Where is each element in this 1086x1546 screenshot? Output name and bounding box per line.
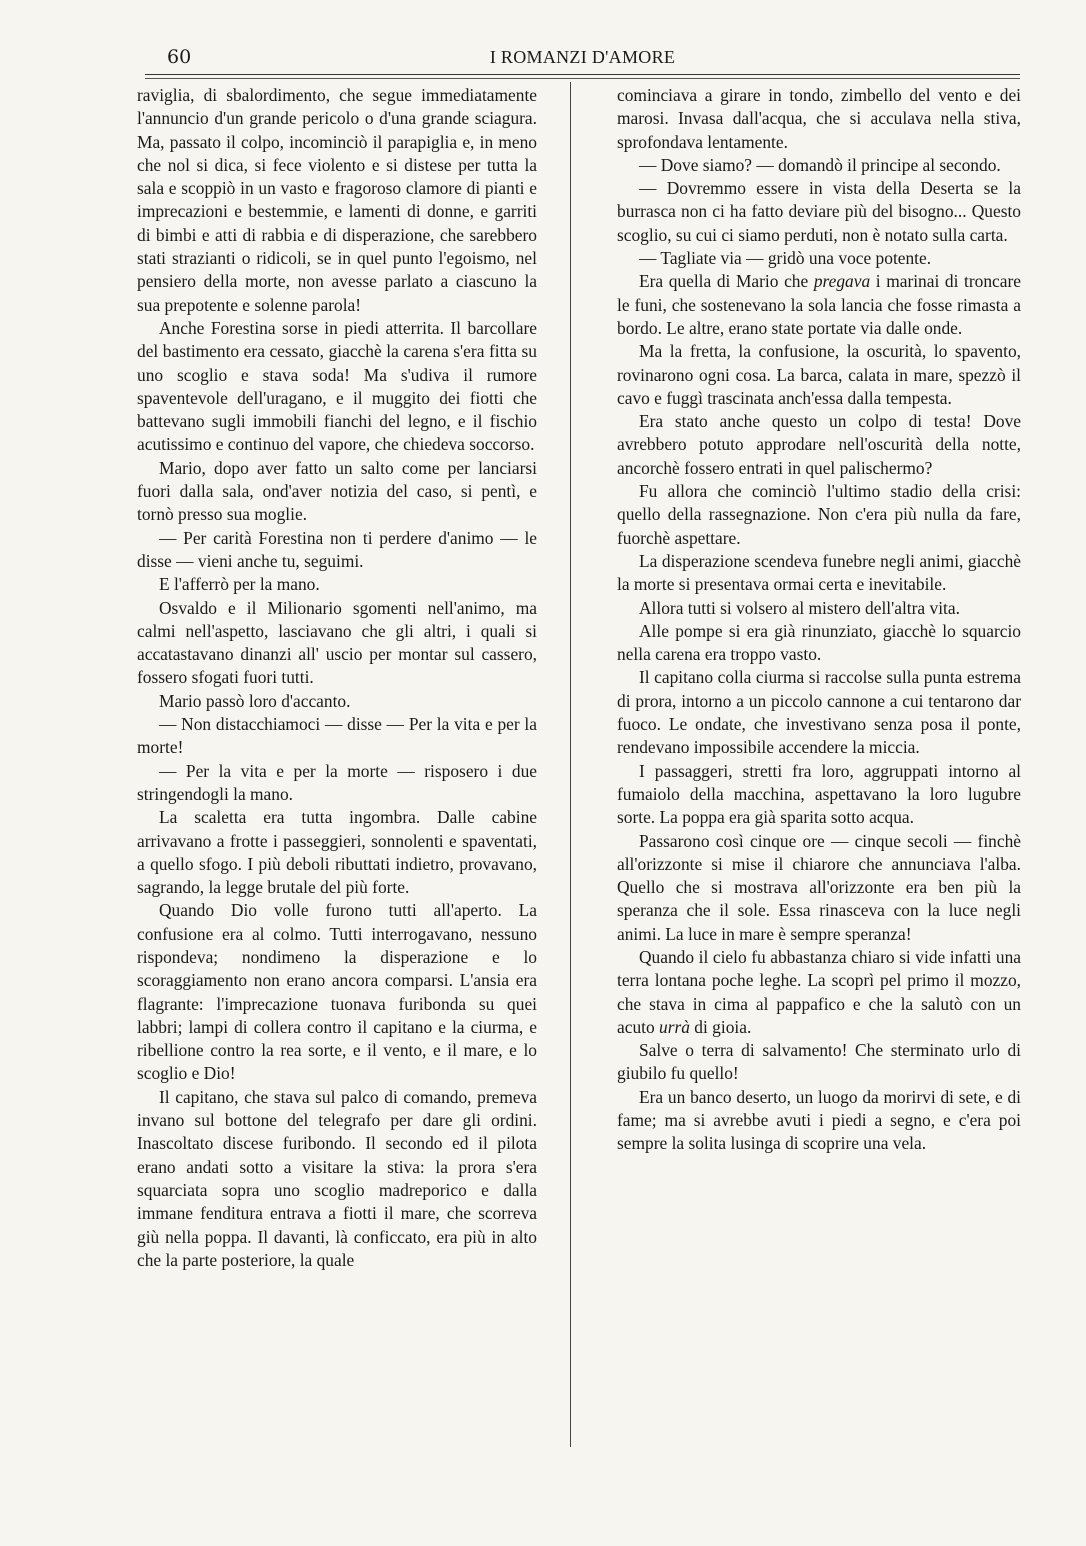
header-rule-secondary — [145, 78, 1020, 79]
paragraph: I passaggeri, stretti fra loro, aggruppati intorno al fumaiolo della macchina, aspettavano la loro lugubre sorte. La poppa era già sparita sotto acqua. — [617, 760, 1021, 828]
paragraph: Quando il cielo fu abbastanza chiaro si vide infatti una terra lontana poche leghe. La scoprì pel primo il mozzo, che stava in cima al pappafico e che la salutò con un acuto urrà di gioia. — [617, 946, 1021, 1037]
paragraph: Mario passò loro d'accanto. — [159, 690, 351, 711]
paragraph: Passarono così cinque ore — cinque secoli — finchè all'orizzonte si mise il chiarore che annunciava l'alba. Quello che si mostrava all'orizzonte era ben più la speranza che il sole. Essa rinasceva con la luce negli animi. La luce in mare è sempre speranza! — [617, 830, 1021, 944]
page-header — [145, 44, 1020, 70]
paragraph: Quando Dio volle furono tutti all'aperto. La confusione era al colmo. Tutti interrogavano, nessuno rispondeva; nondimeno la disperazione e lo scoraggiamento non erano ancora comparsi. L'ansia era flagrante: l'imprecazione tuonava furibonda su quei labbri; lampi di collera contro il capitano e la ciurma, e ribellione contro la rea sorte, e il vento, e il mare, e lo scoglio e Dio! — [137, 900, 537, 1084]
paragraph: La disperazione scendeva funebre negli animi, giacchè la morte si presentava ormai certa e inevitabile. — [617, 550, 1021, 595]
left-column — [137, 84, 537, 1272]
italic-word: pregava — [813, 271, 871, 292]
paragraph: cominciava a girare in tondo, zimbello del vento e dei marosi. Invasa dall'acqua, che si acculava nella stiva, sprofondava lentamente. — [617, 85, 1021, 152]
running-title: I ROMANZI D'AMORE — [489, 47, 676, 67]
paragraph: raviglia, di sbalordimento, che segue immediatamente l'annuncio d'un grande pericolo o d'una grande sciagura. Ma, passato il colpo, incominciò il parapiglia e, in meno che nol si dica, si fece violento e si distese per tutta la sala e scoppiò in un vasto e fragoroso clamore di pianti e imprecazioni e bestemmie, e lamenti di donne, e garriti di bimbi e atti di rabbia e di disperazione, che sarebbero stati strazianti o ridicoli, se in quel punto l'egoismo, nel pensiero della morte, non avesse parlato a ciascuno la sua prepotente e solenne parola! — [137, 85, 537, 315]
paragraph: — Non distacchiamoci — disse — Per la vita e per la morte! — [137, 714, 537, 758]
paragraph: — Per la vita e per la morte — risposero i due stringendogli la mano. — [137, 760, 537, 804]
paragraph: Fu allora che cominciò l'ultimo stadio della crisi: quello della rassegnazione. Non c'era più nulla da fare, fuorchè aspettare. — [617, 481, 1021, 548]
paragraph: Il capitano, che stava sul palco di comando, premeva invano sul bottone del telegrafo per dare gli ordini. Inascoltato discese furibondo. Il secondo ed il pilota erano andati sotto a visitare la stiva: la prora s'era squarciata sopra uno scoglio madreporico e dalla immane fenditura entrava a fiotti il mare, che scorreva giù nella poppa. Il davanti, là conficcato, era più in alto che la parte posteriore, la quale — [137, 1086, 537, 1270]
paragraph: Anche Forestina sorse in piedi atterrita. Il barcollare del bastimento era cessato, giacchè la carena s'era fitta su uno scoglio e stava soda! Ma s'udiva il rumore spaventevole dell'uragano, e il muggito dei fiotti che battevano sugli immobili fianchi del legno, e il fischio acutissimo e continuo del vapore, che chiedeva soccorso. — [137, 317, 537, 455]
paragraph: Era stato anche questo un colpo di testa! Dove avrebbero potuto approdare nell'oscurità della notte, ancorchè fossero entrati in quel palischermo? — [617, 411, 1021, 478]
paragraph: Allora tutti si volsero al mistero dell'altra vita. — [639, 597, 960, 618]
paragraph: E l'afferrò per la mano. — [159, 574, 320, 595]
paragraph: Era quella di Mario che pregava i marinai di troncare le funi, che sostenevano la sola lancia che fosse rimasta a bordo. Le altre, erano state portate via dalle onde. — [617, 271, 1022, 338]
right-column — [617, 84, 1021, 1156]
paragraph: Mario, dopo aver fatto un salto come per lanciarsi fuori dalla sala, ond'aver notizia del caso, si pentì, e tornò presso sua moglie. — [137, 457, 537, 525]
paragraph: — Dove siamo? — domandò il principe al secondo. — [639, 154, 1001, 175]
paragraph: Era un banco deserto, un luogo da morirvi di sete, e di fame; ma si avrebbe avuti i piedi a segno, e c'era poi sempre la solita lusinga di scoprire una vela. — [617, 1086, 1021, 1154]
paragraph: Il capitano colla ciurma si raccolse sulla punta estrema di prora, intorno a un piccolo cannone a cui tentarono dar fuoco. Le ondate, che investivano senza posa il ponte, rendevano impossibile accendere la miccia. — [617, 667, 1021, 758]
paragraph: Ma la fretta, la confusione, la oscurità, lo spavento, rovinarono ogni cosa. La barca, calata in mare, spezzò il cavo e fuggì trascinata anch'essa dalla tempesta. — [617, 341, 1021, 408]
paragraph: — Per carità Forestina non ti perdere d'animo — le disse — vieni anche tu, seguimi. — [137, 527, 537, 571]
header-rule — [145, 74, 1020, 75]
paragraph: Salve o terra di salvamento! Che sterminato urlo di giubilo fu quello! — [617, 1040, 1021, 1084]
paragraph: Osvaldo e il Milionario sgomenti nell'animo, ma calmi nell'aspetto, lasciavano che gli altri, i quali si accatastavano dinanzi all' uscio per montar sul cassero, fossero sfogati fuori tutti. — [137, 597, 537, 688]
paragraph: Alle pompe si era già rinunziato, giacchè lo squarcio nella carena era troppo vasto. — [617, 620, 1021, 665]
column-divider — [570, 82, 571, 1447]
paragraph: La scaletta era tutta ingombra. Dalle cabine arrivavano a frotte i passeggieri, sonnolenti e spaventati, a quello sfogo. I più deboli ributtati indietro, provavano, sagrando, la legge brutale del più forte. — [137, 807, 537, 898]
italic-word: urrà — [659, 1016, 690, 1037]
page-number: 60 — [167, 46, 192, 68]
paragraph: — Dovremmo essere in vista della Deserta se la burrasca non ci ha fatto deviare più del bisogno... Questo scoglio, su cui ci siamo perduti, non è notato sulla carta. — [617, 178, 1021, 245]
paragraph: — Tagliate via — gridò una voce potente. — [639, 248, 932, 269]
